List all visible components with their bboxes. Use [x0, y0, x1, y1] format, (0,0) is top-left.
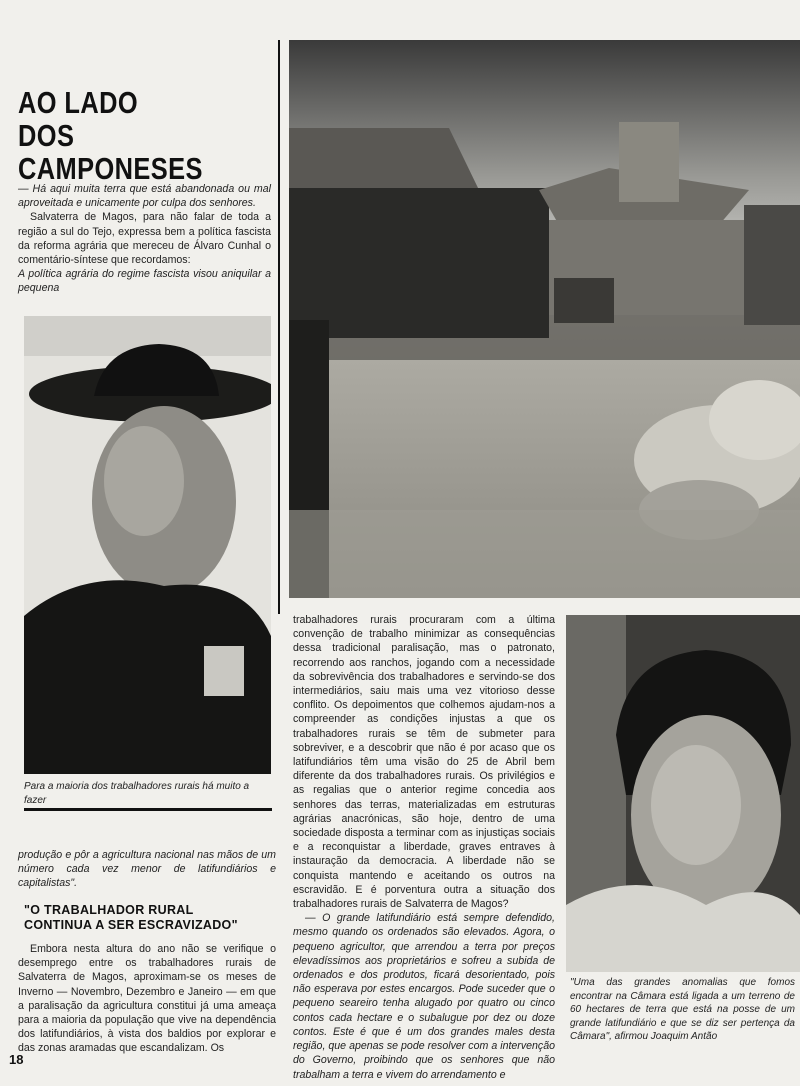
title-line-2: DOS CAMPONESES [18, 118, 203, 186]
portrait-joaquim-antao [566, 615, 800, 972]
portrait-man-hat-caption: Para a maioria dos trabalhadores rurais há muito a fazer [24, 781, 250, 806]
portrait-man-hat [24, 316, 271, 774]
middle-column-paragraph-1: trabalhadores rurais procuraram com a última convenção de trabalho minimizar as consequências dessa tradicional paralisação, mas o patronato, recorrendo aos ranchos, jogando com a necessidade da sobrevivência dos trabalhadores e servindo-se dos intermediários, saiu mais uma vez vitorioso desse conflito. Os depoimentos que colhemos ajudam-nos a compreender as condições injustas a que os trabalhadores rurais se têm de submeter para sobreviver, e a descobrir que não é por acaso que os latifundiários têm uma visão do 25 de Abril bem diferente da dos trabalhadores rurais. Os privilégios e as regalias que o anterior regime concedia aos senhores das terras, materializadas em estruturas agrárias anacrónicas, são hoje, dentro de uma sociedade disposta a terminar com as injustiças sociais e a reconquistar a liberdade, graves entraves à instauração da democracia. A liberdade não se conquista mantendo e aceitando os outros na escravidão. E é porventura outra a situação dos trabalhadores rurais de Salvaterra de Magos? [293, 614, 555, 911]
farm-photo [289, 40, 800, 598]
middle-column [293, 613, 555, 1082]
middle-column-paragraph-2: — O grande latifundiário está sempre defendido, mesmo quando os ordenados são elevados. Agora, o pequeno agricultor, que arrendou a terra por preços elevadíssimos aos proprietários e sofreu a subida de ordenados e dos produtos, ficará desorientado, pois não esperava por estes encargos. Pode suceder que o pequeno seareiro tenha alugado por quatro ou cinco contos cada hectare e o subalugue por dez ou doze contos. Este é que é um dos grandes males desta região, que apenas se pode resolver com a intervenção do Governo, proibindo que os senhores que não trabalham a terra e vivem do arrendamento e [293, 912, 555, 1081]
article-title [18, 86, 231, 185]
section-subheading [24, 903, 276, 933]
intro-text [18, 182, 271, 296]
column-rule-vertical [278, 40, 280, 614]
intro-quote: A política agrária do regime fascista visou aniquilar a pequena [18, 268, 271, 295]
left-column-body: Embora nesta altura do ano não se verifique o desemprego entre os trabalhadores rurais de Salvaterra de Magos, aproximam-se os meses de Inverno — Novembro, Dezembro e Janeiro — em que a paralisação da agricultura constitui já uma ameaça para a maioria da população que vive na dependência dos latifundiários, à vista dos baldios por explorar e das zonas aramadas que escandalizam. Os [18, 943, 276, 1055]
portrait-man-hat-image [24, 316, 271, 774]
page-number: 18 [9, 1052, 24, 1067]
title-line-1: AO LADO [18, 85, 139, 120]
portrait-joaquim-antao-caption: "Uma das grandes anomalias que fomos encontrar na Câmara está ligada a um terreno de 60 hectares de terra que está na posse de um grande latifundiário e que se diz ser pertença da Câmara", afirmou Joaquim Antão [570, 977, 795, 1042]
left-column-continuation: produção e pôr a agricultura nacional nas mãos de um número cada vez menor de latifundiários e capitalistas". [18, 849, 276, 890]
farm-photo-image [289, 40, 800, 598]
caption-rule [24, 808, 272, 811]
subheading-line-1: "O TRABALHADOR RURAL [24, 903, 194, 917]
portrait-joaquim-antao-image [566, 615, 800, 972]
intro-lead: — Há aqui muita terra que está abandonada ou mal aproveitada e unicamente por culpa dos senhores. [18, 183, 271, 210]
intro-body: Salvaterra de Magos, para não falar de toda a região a sul do Tejo, expressa bem a política fascista da reforma agrária que mereceu de Álvaro Cunhal o comentário-síntese que recordamos: [18, 211, 271, 267]
subheading-line-2: CONTINUA A SER ESCRAVIZADO" [24, 918, 238, 932]
